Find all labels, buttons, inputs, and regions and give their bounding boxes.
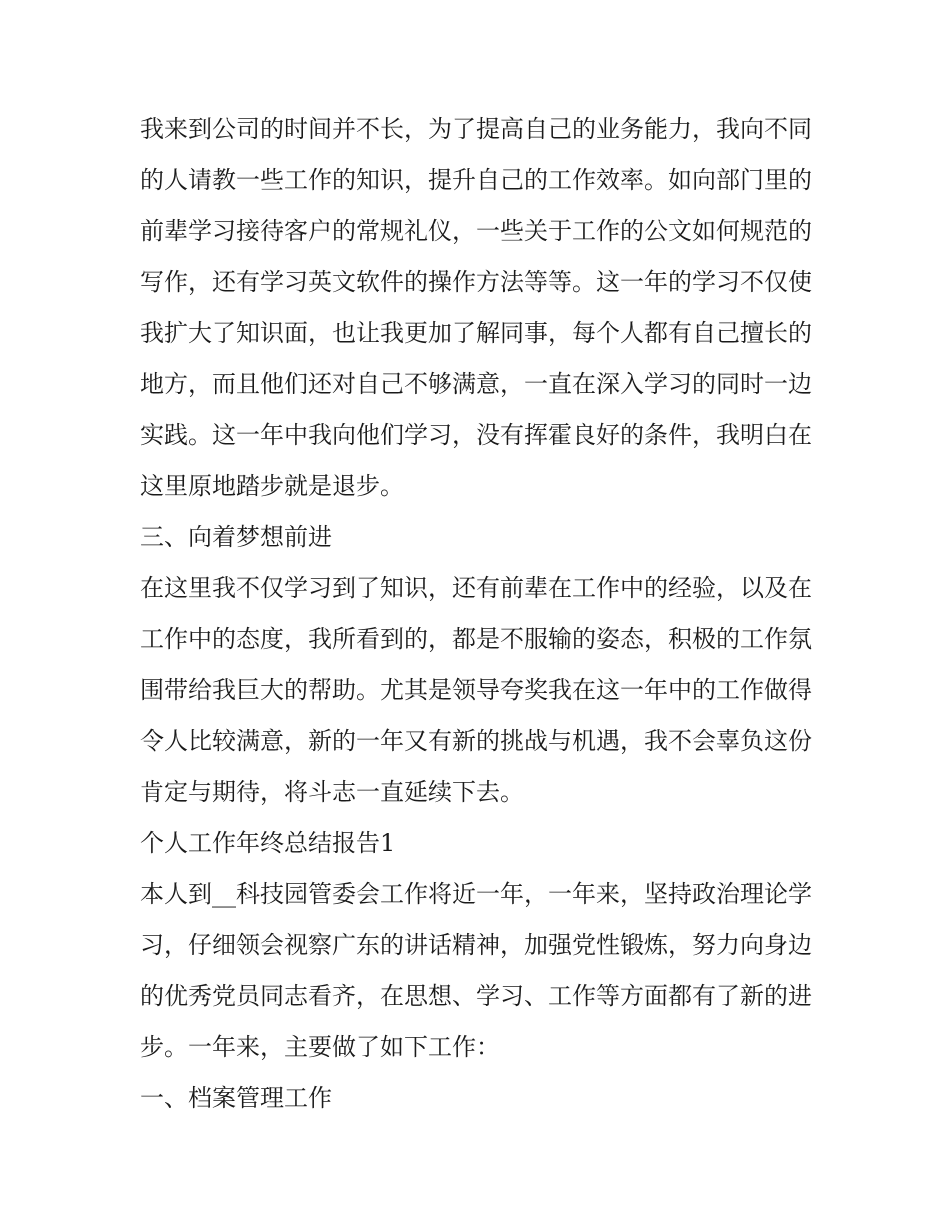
report-title: 个人工作年终总结报告1 — [140, 829, 396, 857]
section-heading-archives: 一、档案管理工作 — [140, 1084, 332, 1112]
paragraph-intro: 本人到__科技园管委会工作将近一年，一年来，坚持政治理论学习，仔细领会视察广东的讲话精神，加强党性锻炼，努力向身边的优秀党员同志看齐，在思想、学习、工作等方面都有了新的进步。一年来，主要做了如下工作： — [140, 880, 812, 1061]
section-heading-dream: 三、向着梦想前进 — [140, 523, 332, 551]
document-body — [140, 104, 812, 1124]
paragraph-learning: 我来到公司的时间并不长，为了提高自己的业务能力，我向不同的人请教一些工作的知识，提升自己的工作效率。如向部门里的前辈学习接待客户的常规礼仪，一些关于工作的公文如何规范的写作，还有学习英文软件的操作方法等等。这一年的学习不仅使我扩大了知识面，也让我更加了解同事，每个人都有自己擅长的地方，而且他们还对自己不够满意，一直在深入学习的同时一边实践。这一年中我向他们学习，没有挥霍良好的条件，我明白在这里原地踏步就是退步。 — [140, 115, 812, 500]
paragraph-experience: 在这里我不仅学习到了知识，还有前辈在工作中的经验，以及在工作中的态度，我所看到的，都是不服输的姿态，积极的工作氛围带给我巨大的帮助。尤其是领导夸奖我在这一年中的工作做得令人比较满意，新的一年又有新的挑战与机遇，我不会辜负这份肯定与期待，将斗志一直延续下去。 — [140, 574, 812, 806]
